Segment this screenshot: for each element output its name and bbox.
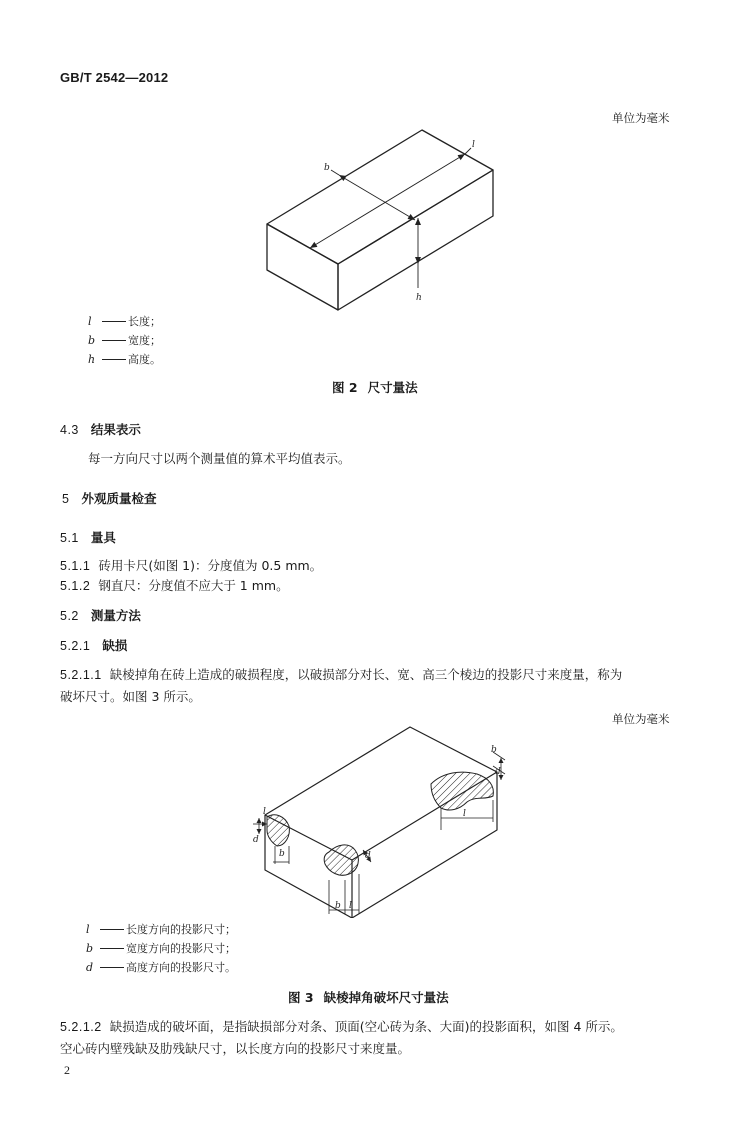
figure3-brick-drawing bbox=[245, 722, 525, 918]
legend-item: d 高度方向的投影尺寸。 bbox=[86, 961, 236, 974]
section-5-1-1: 5.1.1 砖用卡尺(如图 1)：分度值为 0.5 mm。 bbox=[60, 558, 323, 573]
figure3-legend bbox=[86, 920, 236, 977]
section-5-1-2: 5.1.2 钢直尺：分度值不应大于 1 mm。 bbox=[60, 578, 289, 593]
figure2-brick-drawing bbox=[255, 120, 515, 320]
para-5-2-1-2: 5.2.1.2 缺损造成的破坏面，是指缺损部分对条、顶面(空心砖为条、大面)的投影面积，如图 4 所示。 空心砖内壁残缺及肋残缺尺寸，以长度方向的投影尺寸来度量。 bbox=[60, 1019, 623, 1056]
chip-right-corner bbox=[431, 772, 493, 810]
label-l: l bbox=[472, 140, 475, 150]
legend-item: b 宽度方向的投影尺寸； bbox=[86, 942, 236, 955]
label-b: b bbox=[279, 849, 285, 859]
legend-item: b 宽度； bbox=[88, 334, 161, 347]
label-b: b bbox=[491, 745, 497, 755]
section-5-2-1-heading: 5.2.1 缺损 bbox=[60, 638, 128, 653]
figure3-unit-note: 单位为毫米 bbox=[612, 712, 670, 726]
brick-front-face bbox=[267, 224, 338, 310]
label-b: b bbox=[335, 901, 341, 911]
section-4-3-heading: 4.3 结果表示 bbox=[60, 422, 141, 437]
legend-item: h 高度。 bbox=[88, 353, 161, 366]
brick-top-face bbox=[267, 130, 493, 264]
label-l: l bbox=[263, 807, 266, 817]
section-4-3-text: 每一方向尺寸以两个测量值的算术平均值表示。 bbox=[88, 451, 351, 466]
legend-item: l 长度方向的投影尺寸； bbox=[86, 923, 236, 936]
section-5-1-heading: 5.1 量具 bbox=[60, 530, 116, 545]
figure2-legend bbox=[88, 312, 161, 369]
legend-item: l 长度； bbox=[88, 315, 161, 328]
page-number: 2 bbox=[64, 1063, 70, 1077]
figure3-caption: 图 3 缺棱掉角破坏尺寸量法 bbox=[288, 990, 449, 1005]
label-d: d bbox=[253, 835, 259, 845]
label-d: d bbox=[365, 851, 371, 861]
chip-left-corner bbox=[267, 815, 289, 846]
figure2-unit-note: 单位为毫米 bbox=[612, 111, 670, 125]
label-b: b bbox=[324, 163, 330, 173]
brick-side-face bbox=[338, 170, 493, 310]
label-d: d bbox=[495, 767, 501, 777]
dimension-line-b bbox=[339, 175, 415, 220]
section-5-heading: 5 外观质量检查 bbox=[62, 491, 157, 506]
label-l: l bbox=[463, 809, 466, 819]
section-5-2-heading: 5.2 测量方法 bbox=[60, 608, 141, 623]
figure2-caption: 图 2 尺寸量法 bbox=[332, 380, 418, 395]
standard-code: GB/T 2542—2012 bbox=[60, 70, 169, 85]
chip-front-edge bbox=[324, 845, 358, 875]
para-5-2-1-1: 5.2.1.1 缺棱掉角在砖上造成的破损程度，以破损部分对长、宽、高三个棱边的投影尺寸来度量，称为 破坏尺寸。如图 3 所示。 bbox=[60, 667, 623, 704]
label-h: h bbox=[416, 293, 422, 303]
label-l: l bbox=[349, 901, 352, 911]
